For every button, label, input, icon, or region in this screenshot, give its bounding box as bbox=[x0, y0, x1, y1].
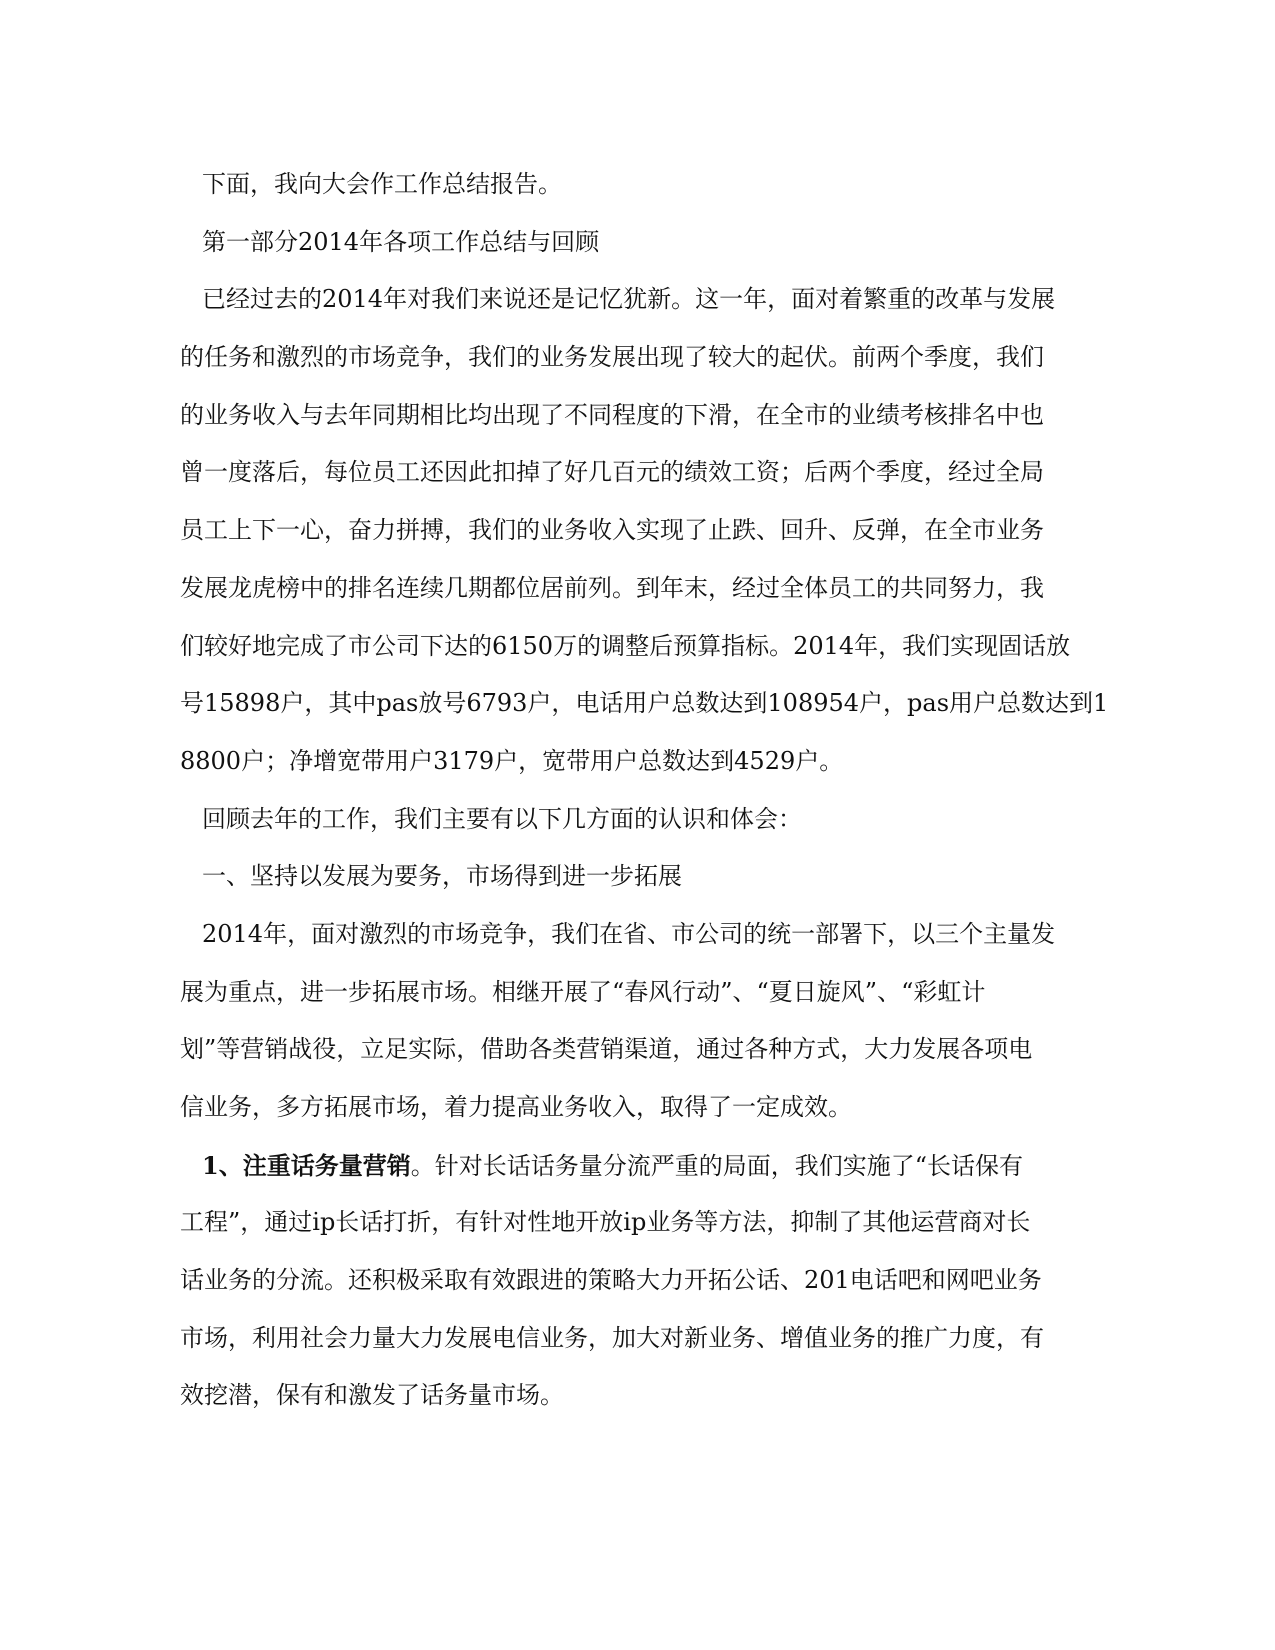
line-text: 已经过去的2014年对我们来说还是记忆犹新。这一年，面对着繁重的改革与发展 bbox=[202, 285, 1056, 314]
line-text: 市场，利用社会力量大力发展电信业务，加大对新业务、增值业务的推广力度，有 bbox=[180, 1323, 1044, 1352]
line-text: 号15898户，其中pas放号6793户，电话用户总数达到108954户，pas用户总数达到1 bbox=[180, 689, 1109, 718]
document-body bbox=[180, 163, 1109, 1432]
text-line bbox=[180, 1144, 1038, 1202]
text-line bbox=[180, 278, 1056, 336]
line-text: 曾一度落后，每位员工还因此扣掉了好几百元的绩效工资；后两个季度，经过全局 bbox=[180, 458, 1044, 487]
text-line bbox=[180, 394, 1044, 452]
text-line bbox=[180, 1201, 1038, 1259]
line-text: 的业务收入与去年同期相比均出现了不同程度的下滑，在全市的业绩考核排名中也 bbox=[180, 400, 1044, 429]
text-line bbox=[180, 971, 1038, 1029]
line-text: 2014年，面对激烈的市场竞争，我们在省、市公司的统一部署下，以三个主量发 bbox=[202, 919, 1056, 948]
line-text: 的任务和激烈的市场竞争，我们的业务发展出现了较大的起伏。前两个季度，我们 bbox=[180, 343, 1044, 372]
line-text: 信业务，多方拓展市场，着力提高业务收入，取得了一定成效。 bbox=[180, 1093, 852, 1121]
text-line bbox=[180, 221, 1038, 279]
text-line bbox=[180, 625, 1071, 683]
line-text: 第一部分2014年各项工作总结与回顾 bbox=[202, 227, 600, 256]
line-text: 一、坚持以发展为要务，市场得到进一步拓展 bbox=[202, 862, 682, 891]
line-text: 下面，我向大会作工作总结报告。 bbox=[202, 170, 562, 198]
text-line bbox=[180, 1086, 1038, 1144]
text-line bbox=[180, 855, 1038, 913]
line-text: 8800户；净增宽带用户3179户，宽带用户总数达到4529户。 bbox=[180, 746, 844, 775]
bold-heading: 1、注重话务量营销 bbox=[202, 1150, 411, 1180]
line-text: 效挖潜，保有和激发了话务量市场。 bbox=[180, 1381, 564, 1410]
text-line bbox=[180, 1317, 1044, 1375]
text-line bbox=[180, 509, 1044, 567]
line-text: 员工上下一心，奋力拼搏，我们的业务收入实现了止跌、回升、反弹，在全市业务 bbox=[180, 516, 1044, 545]
text-line bbox=[180, 682, 1109, 740]
line-text: 们较好地完成了市公司下达的6150万的调整后预算指标。2014年，我们实现固话放 bbox=[180, 631, 1071, 660]
line-text: 回顾去年的工作，我们主要有以下几方面的认识和体会： bbox=[202, 804, 802, 833]
line-text: 话业务的分流。还积极采取有效跟进的策略大力开拓公话、201电话吧和网吧业务 bbox=[180, 1266, 1042, 1295]
text-line bbox=[180, 1028, 1038, 1086]
line-text: 展为重点，进一步拓展市场。相继开展了“春风行动”、“夏日旋风”、“彩虹计 bbox=[180, 977, 986, 1006]
line-text: 工程”，通过ip长话打折，有针对性地开放ip业务等方法，抑制了其他运营商对长 bbox=[180, 1208, 1031, 1237]
text-line bbox=[180, 913, 1056, 971]
line-text: 发展龙虎榜中的排名连续几期都位居前列。到年末，经过全体员工的共同努力，我 bbox=[180, 573, 1044, 602]
text-line bbox=[180, 451, 1044, 509]
text-line bbox=[180, 1259, 1042, 1317]
text-line bbox=[180, 740, 1038, 798]
text-line bbox=[180, 1374, 1038, 1432]
text-line bbox=[180, 336, 1044, 394]
line-text: 划”等营销战役，立足实际，借助各类营销渠道，通过各种方式，大力发展各项电 bbox=[180, 1035, 1033, 1064]
line-text: 。针对长话话务量分流严重的局面，我们实施了“长话保有 bbox=[410, 1151, 1023, 1180]
text-line bbox=[180, 798, 1038, 856]
text-line bbox=[180, 567, 1044, 625]
text-line bbox=[180, 163, 1038, 221]
